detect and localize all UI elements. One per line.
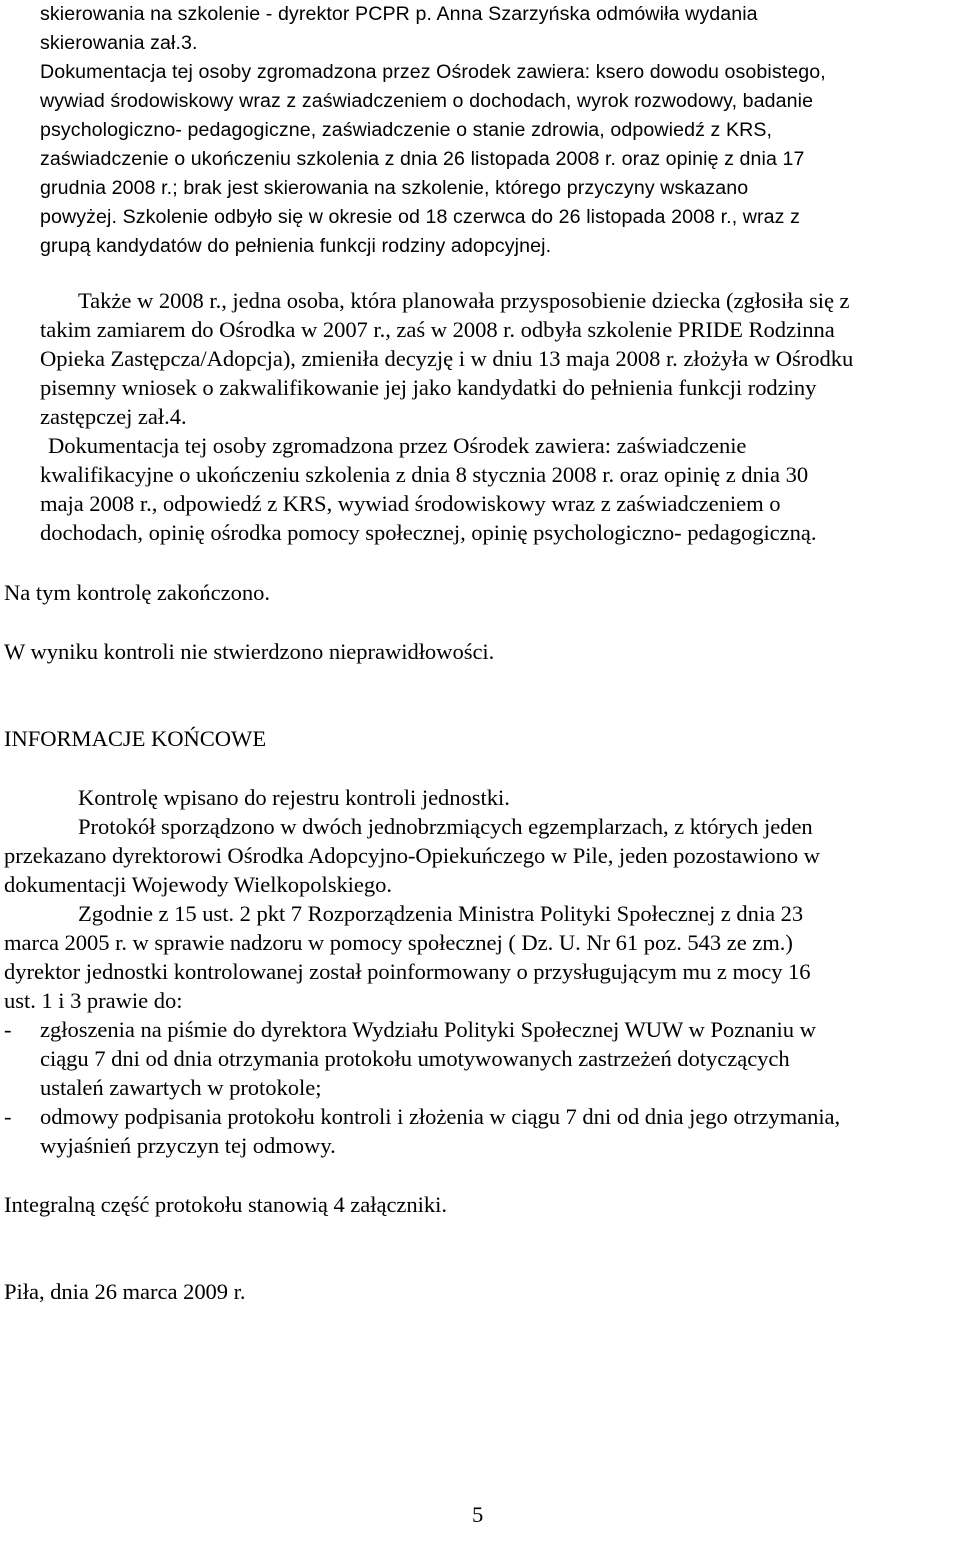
list-item-line: odmowy podpisania protokołu kontroli i złożenia w ciągu 7 dni od dnia jego otrzymania, (40, 1104, 841, 1129)
place-date: Piła, dnia 26 marca 2009 r. (4, 1279, 246, 1304)
text-line: grupą kandydatów do pełnienia funkcji rodziny adopcyjnej. (40, 235, 552, 257)
text-line: dyrektor jednostki kontrolowanej został poinformowany o przysługującym mu z mocy 16 (4, 959, 811, 984)
list-item-line: ciągu 7 dni od dnia otrzymania protokołu umotywowanych zastrzeżeń dotyczących (40, 1046, 790, 1071)
text-line: kwalifikacyjne o ukończeniu szkolenia z dnia 8 stycznia 2008 r. oraz opinię z dnia 30 (40, 462, 809, 487)
page-number: 5 (472, 1502, 484, 1527)
list-bullet: - (4, 1017, 12, 1042)
text-line: psychologiczno- pedagogiczne, zaświadczenie o stanie zdrowia, odpowiedź z KRS, (40, 119, 773, 141)
text-line: Także w 2008 r., jedna osoba, która planowała przysposobienie dziecka (zgłosiła się z (78, 288, 850, 313)
list-item-line: zgłoszenia na piśmie do dyrektora Wydziału Polityki Społecznej WUW w Poznaniu w (40, 1017, 816, 1042)
control-result-text: W wyniku kontroli nie stwierdzono nieprawidłowości. (4, 639, 495, 664)
end-of-control-text: Na tym kontrolę zakończono. (4, 580, 270, 605)
text-line: marca 2005 r. w sprawie nadzoru w pomocy społecznej ( Dz. U. Nr 61 poz. 543 ze zm.) (4, 930, 793, 955)
text-line: Zgodnie z 15 ust. 2 pkt 7 Rozporządzenia Ministra Polityki Społecznej z dnia 23 (78, 901, 804, 926)
attachments-text: Integralną część protokołu stanowią 4 załączniki. (4, 1192, 447, 1217)
text-line: dochodach, opinię ośrodka pomocy społecznej, opinię psychologiczno- pedagogiczną. (40, 520, 817, 545)
text-line: maja 2008 r., odpowiedź z KRS, wywiad środowiskowy wraz z zaświadczeniem o (40, 491, 781, 516)
list-item-line: ustaleń zawartych w protokole; (40, 1075, 322, 1100)
text-line: pisemny wniosek o zakwalifikowanie jej jako kandydatki do pełnienia funkcji rodziny (40, 375, 817, 400)
text-line: Dokumentacja tej osoby zgromadzona przez Ośrodek zawiera: ksero dowodu osobistego, (40, 61, 826, 83)
text-line: Protokół sporządzono w dwóch jednobrzmiących egzemplarzach, z których jeden (78, 814, 813, 839)
text-line: wywiad środowiskowy wraz z zaświadczeniem o dochodach, wyrok rozwodowy, badanie (40, 90, 814, 112)
text-line: Kontrolę wpisano do rejestru kontroli jednostki. (78, 785, 510, 810)
text-line: takim zamiarem do Ośrodka w 2007 r., zaś w 2008 r. odbyła szkolenie PRIDE Rodzinna (40, 317, 835, 342)
section-heading: INFORMACJE KOŃCOWE (4, 726, 267, 751)
text-line: ust. 1 i 3 prawie do: (4, 988, 183, 1013)
text-line: zastępczej zał.4. (40, 404, 187, 429)
text-line: dokumentacji Wojewody Wielkopolskiego. (4, 872, 392, 897)
text-line: przekazano dyrektorowi Ośrodka Adopcyjno-Opiekuńczego w Pile, jeden pozostawiono w (4, 843, 820, 868)
text-line: Dokumentacja tej osoby zgromadzona przez Ośrodek zawiera: zaświadczenie (48, 433, 747, 458)
list-bullet: - (4, 1104, 12, 1129)
text-line: powyżej. Szkolenie odbyło się w okresie od 18 czerwca do 26 listopada 2008 r., wraz z (40, 206, 800, 228)
text-line: Opieka Zastępcza/Adopcja), zmieniła decyzję i w dniu 13 maja 2008 r. złożyła w Ośrodku (40, 346, 854, 371)
text-line: skierowania zał.3. (40, 32, 198, 54)
list-item-line: wyjaśnień przyczyn tej odmowy. (40, 1133, 336, 1158)
text-line: skierowania na szkolenie - dyrektor PCPR p. Anna Szarzyńska odmówiła wydania (40, 3, 758, 25)
text-line: zaświadczenie o ukończeniu szkolenia z dnia 26 listopada 2008 r. oraz opinię z dnia 17 (40, 148, 805, 170)
text-line: grudnia 2008 r.; brak jest skierowania na szkolenie, którego przyczyny wskazano (40, 177, 749, 199)
